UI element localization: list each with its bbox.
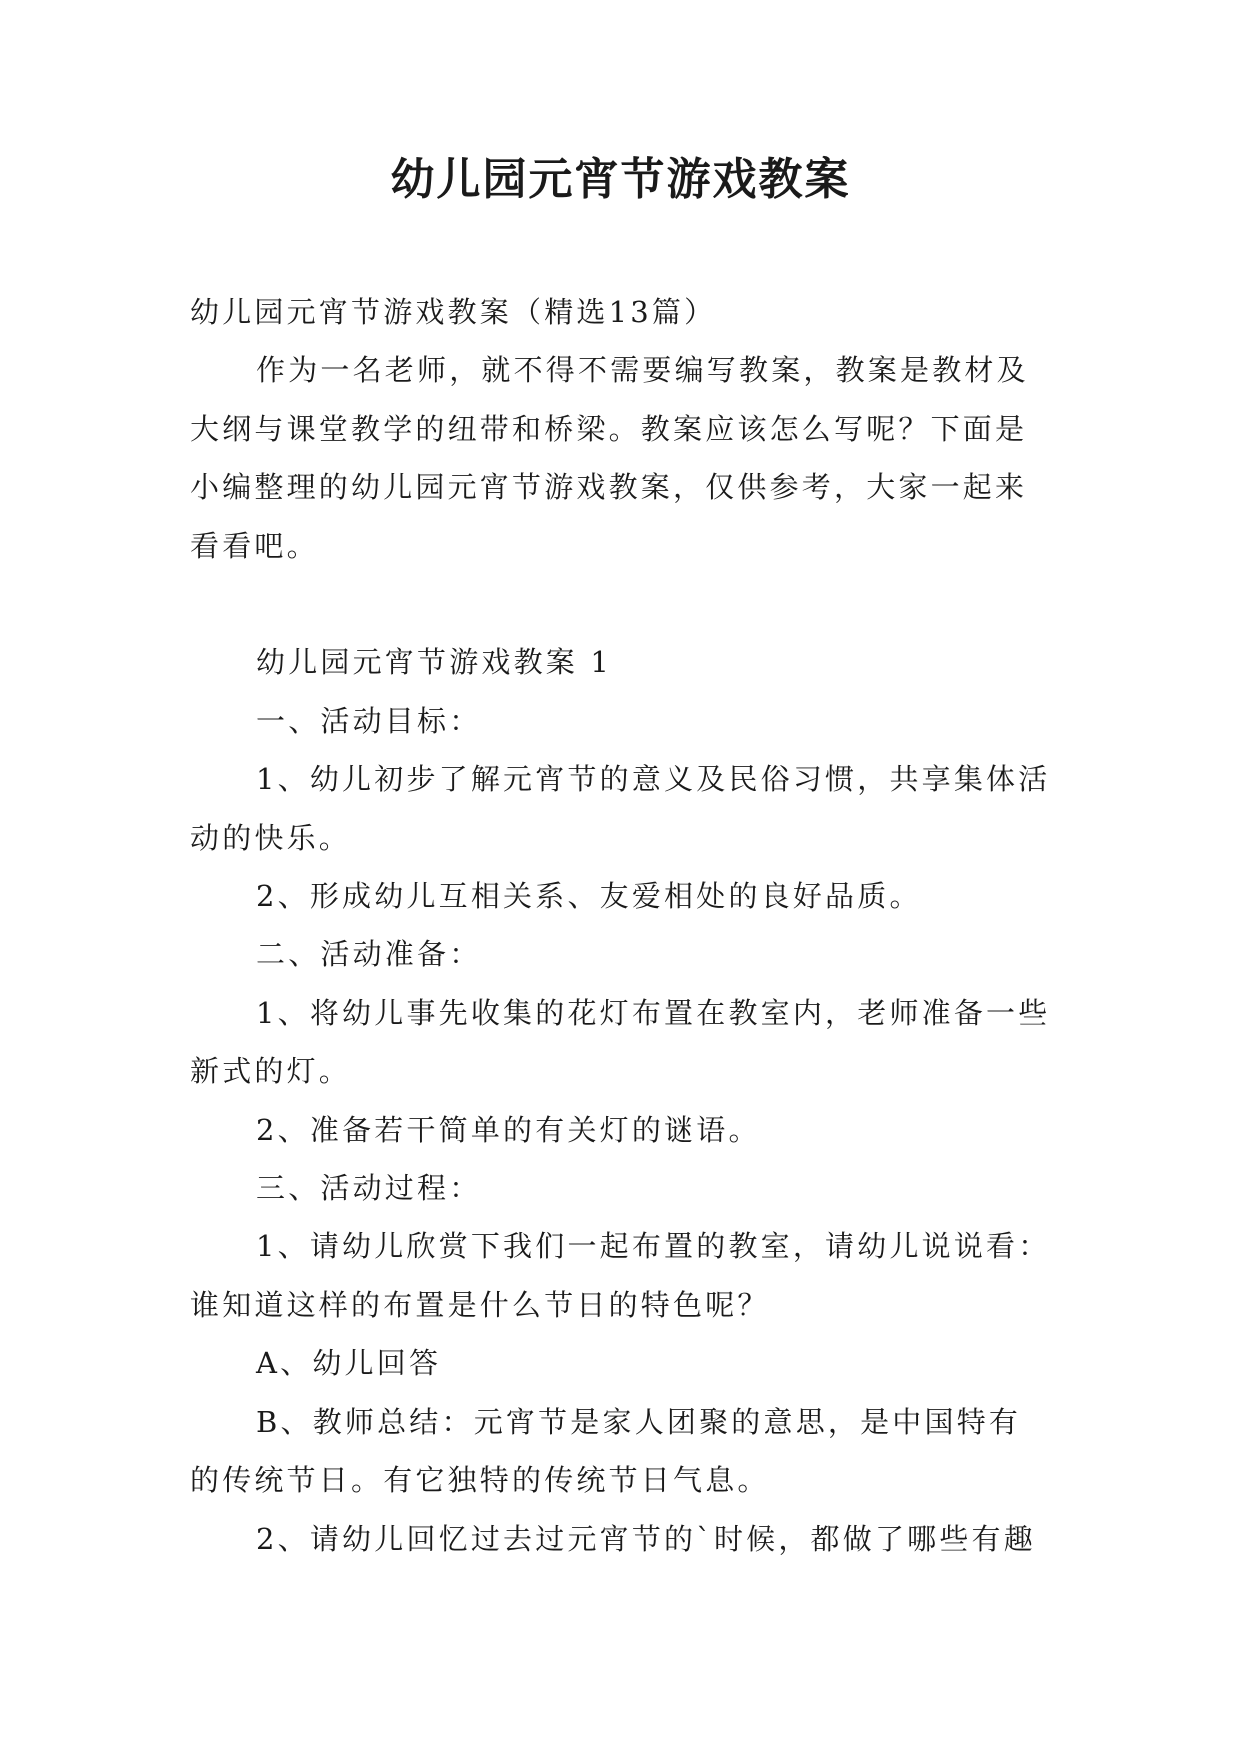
document-body xyxy=(190,283,1052,1568)
process-item-1a: A、幼儿回答 xyxy=(256,1346,442,1381)
process-item-1: 1、请幼儿欣赏下我们一起布置的教室，请幼儿说说看：谁知道这样的布置是什么节日的特色呢？ xyxy=(190,1229,1051,1322)
section-heading: 幼儿园元宵节游戏教案 1 xyxy=(256,645,613,680)
prep-item-2: 2、准备若干简单的有关灯的谜语。 xyxy=(256,1112,761,1147)
process-item-1b: B、教师总结：元宵节是家人团聚的意思，是中国特有的传统节日。有它独特的传统节日气息。 xyxy=(190,1404,1022,1498)
paragraph-gap xyxy=(190,575,1052,633)
document-title: 幼儿园元宵节游戏教案 xyxy=(390,154,851,205)
intro-paragraph: 作为一名老师，就不得不需要编写教案，教案是教材及大纲与课堂教学的纽带和桥梁。教案应该怎么写呢？下面是小编整理的幼儿园元宵节游戏教案，仅供参考，大家一起来看看吧。 xyxy=(190,353,1029,563)
prep-item-1: 1、将幼儿事先收集的花灯布置在教室内，老师准备一些新式的灯。 xyxy=(190,995,1051,1089)
process-item-2: 2、请幼儿回忆过去过元宵节的`时候，都做了哪些有趣 xyxy=(256,1521,1036,1556)
goal-heading: 一、活动目标： xyxy=(256,703,482,738)
goal-item-2: 2、形成幼儿互相关系、友爱相处的良好品质。 xyxy=(256,879,922,914)
prep-heading: 二、活动准备： xyxy=(256,937,482,972)
goal-item-1: 1、幼儿初步了解元宵节的意义及民俗习惯，共享集体活动的快乐。 xyxy=(190,762,1051,855)
process-heading: 三、活动过程： xyxy=(256,1171,482,1206)
document-subtitle: 幼儿园元宵节游戏教案（精选13篇） xyxy=(190,295,717,329)
